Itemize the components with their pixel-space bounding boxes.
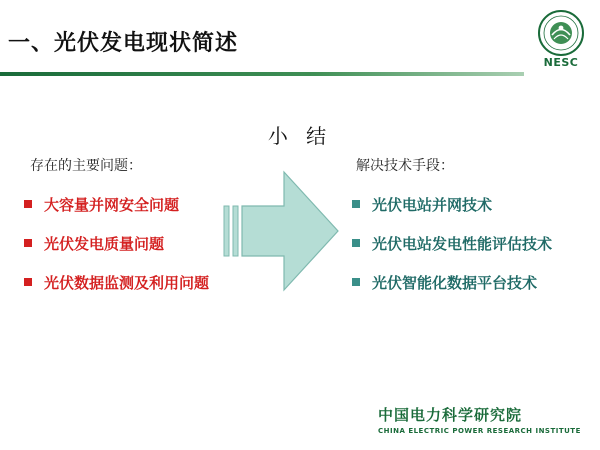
footer-name-cn: 中国电力科学研究院: [378, 406, 523, 424]
square-bullet-icon: [352, 200, 360, 208]
problem-item: [24, 272, 209, 292]
solution-label: 光伏智能化数据平台技术: [372, 273, 538, 292]
square-bullet-icon: [24, 278, 32, 286]
square-bullet-icon: [352, 278, 360, 286]
page-title: 一、光伏发电现状简述: [8, 31, 239, 56]
square-bullet-icon: [24, 200, 32, 208]
problem-label: 光伏发电质量问题: [44, 234, 165, 253]
square-bullet-icon: [352, 239, 360, 247]
solution-item: [352, 272, 552, 292]
problem-item: [24, 194, 209, 214]
solutions-list: [352, 194, 552, 311]
problem-label: 光伏数据监测及利用问题: [44, 273, 210, 292]
title-divider: [0, 72, 524, 76]
problem-item: [24, 233, 209, 253]
problem-label: 大容量并网安全问题: [44, 195, 180, 214]
problems-list: [24, 194, 209, 311]
solution-label: 光伏电站并网技术: [372, 195, 493, 214]
solution-item: [352, 233, 552, 253]
footer-name-en: CHINA ELECTRIC POWER RESEARCH INSTITUTE: [378, 427, 581, 435]
summary-title: 小 结: [267, 124, 333, 148]
solution-item: [352, 194, 552, 214]
solutions-heading: 解决技术手段：: [356, 158, 454, 174]
solution-label: 光伏电站发电性能评估技术: [372, 234, 553, 253]
right-arrow-icon: [222, 168, 340, 294]
problems-heading: 存在的主要问题：: [30, 158, 142, 174]
logo-text: NESC: [543, 56, 579, 69]
footer-institute: [378, 404, 581, 435]
square-bullet-icon: [24, 239, 32, 247]
